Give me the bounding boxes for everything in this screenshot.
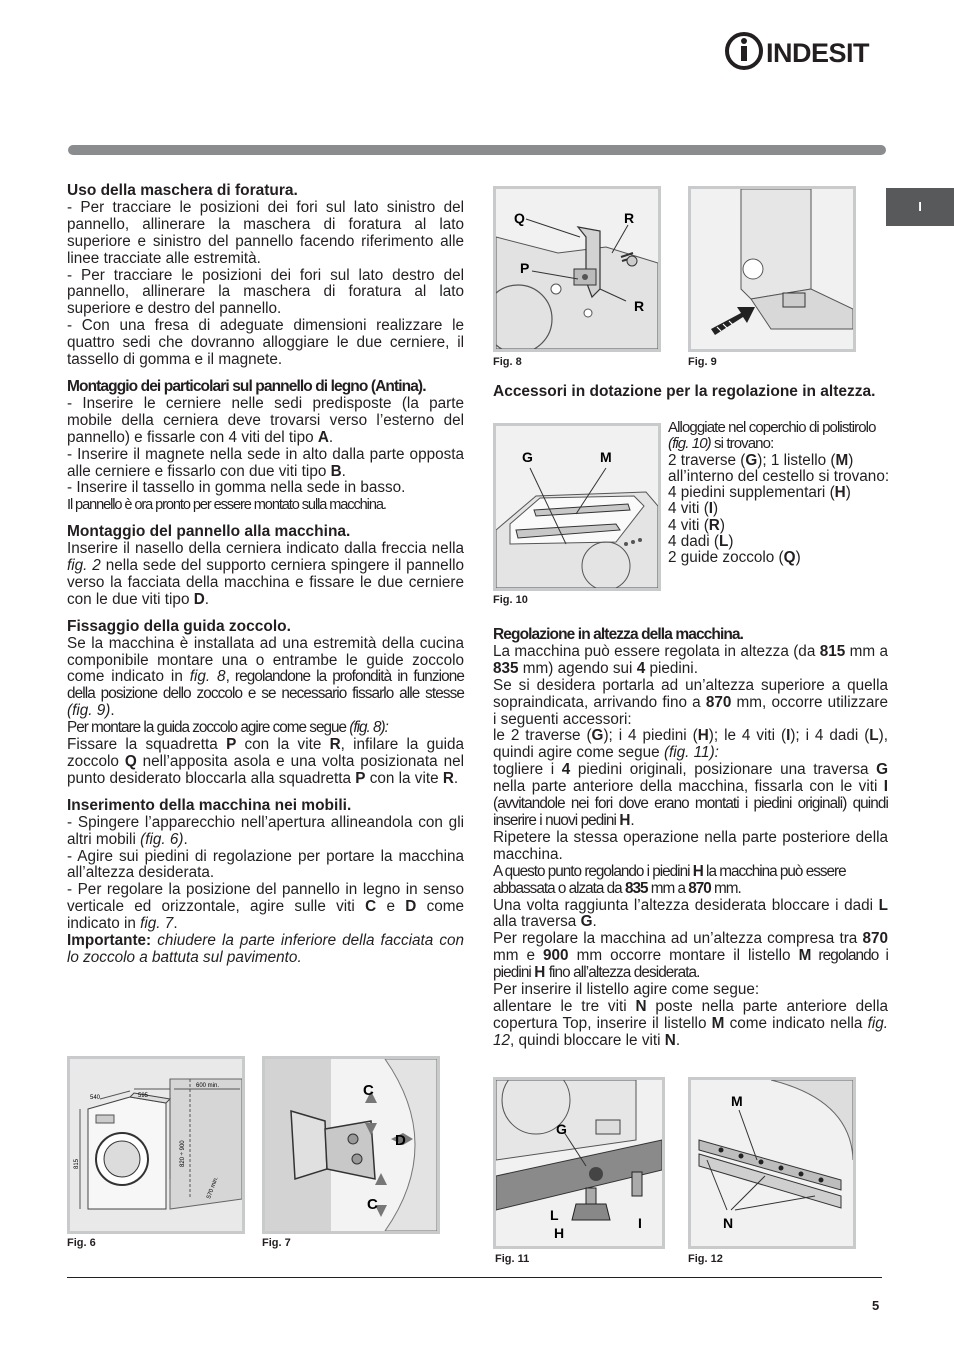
section-title-plinth-guide: Fissaggio della guida zoccolo.: [67, 617, 291, 635]
fig7-label-c-top: C: [363, 1082, 374, 1099]
paragraph: - Agire sui piedini di regolazione per portare la macchina all’altezza desiderata.: [67, 847, 464, 882]
important-note: Importante: chiudere la parte inferiore della facciata con lo zoccolo a battuta sul pavimento.: [67, 932, 464, 966]
section-title-accessories: Accessori in dotazione per la regolazione in altezza.: [493, 383, 876, 400]
figure-10: [493, 423, 661, 591]
page-number: 5: [872, 1298, 880, 1313]
fig7-label-d: D: [395, 1132, 406, 1149]
figure-8: [493, 186, 661, 352]
header-bar: [68, 145, 886, 155]
fig11-label-h: H: [554, 1225, 565, 1241]
paragraph: Una volta raggiunta l’altezza desiderata bloccare i dadi L alla traversa G.: [493, 896, 888, 931]
fig6-dim-570min: 570 min.: [206, 1176, 220, 1200]
paragraph: - Inserire le cerniere nelle sedi predisposte (la parte mobile della cerniera deve trovarsi verso l’esterno del pannello) e fissarle con 4 viti del tipo A.: [67, 394, 464, 446]
figure-7: [262, 1056, 440, 1234]
accessories-intro: Alloggiate nel coperchio di polistirolo (fig. 10) si trovano:: [668, 419, 876, 453]
paragraph: le 2 traverse (G); i 4 piedini (H); le 4 viti (I); i 4 dadi (L), quindi agire come segue (fig. 11):: [493, 727, 889, 762]
fig11-label-l: L: [550, 1207, 559, 1223]
paragraph: - Per tracciare le posizioni dei fori sul lato sinistro del pannello, allinerare la maschera di foratura al lato superiore e sinistro del pannello facendo riferimento alle linee tracciate alle estremità.: [67, 198, 464, 267]
fig6-dim-820-900: 820 ÷ 900: [180, 1140, 186, 1167]
paragraph: Ripetere la stessa operazione nella parte posteriore della macchina.: [493, 828, 888, 863]
fig7-caption: Fig. 7: [262, 1237, 291, 1249]
accessories-item: 4 piedini supplementari (H): [668, 484, 851, 502]
paragraph: Per regolare la macchina ad un’altezza compresa tra 870 mm e 900 mm occorre montare il listello M regolando i piedini H fino all’altezza desiderata.: [493, 930, 888, 982]
paragraph: - Spingere l’apparecchio nell’apertura allineandola con gli altri mobili (fig. 6).: [67, 813, 464, 848]
paragraph: La macchina può essere regolata in altezza (da 815 mm a 835 mm) agendo sui 4 piedini.: [493, 642, 888, 677]
figure-12: [688, 1077, 856, 1249]
accessories-item: 4 viti (I): [668, 500, 719, 518]
fig11-label-g: G: [556, 1121, 567, 1137]
height-regulation-section: [493, 627, 888, 1050]
left-column: [67, 183, 464, 967]
paragraph: - Con una fresa di adeguate dimensioni realizzare le quattro sedi che dovranno alloggiare le due cerniere, il tassello di gomma e il magnete.: [67, 317, 464, 369]
fig8-label-r-top: R: [624, 210, 635, 226]
accessories-list: [668, 420, 890, 567]
section-title-drilling-template: Uso della maschera di foratura.: [67, 182, 298, 199]
fig10-caption: Fig. 10: [493, 594, 528, 606]
paragraph: allentare le tre viti N poste nella parte anteriore della copertura Top, inserire il listello M come indicato nella fig. 12, quindi bloccare le viti N.: [493, 997, 888, 1049]
fig8-label-q: Q: [514, 210, 525, 226]
section-title-height-regulation: Regolazione in altezza della macchina.: [493, 626, 744, 643]
fig12-label-m: M: [731, 1093, 743, 1109]
paragraph: - Inserire il tassello in gomma nella sede in basso.: [67, 479, 406, 497]
fig7-label-c-bottom: C: [367, 1196, 378, 1213]
paragraph: Fissare la squadretta P con la vite R, infilare la guida zoccolo Q nell’apposita asola e una volta posizionata nel punto desiderato bloccarla alla squadretta P con la vite R.: [67, 736, 465, 787]
paragraph: - Inserire il magnete nella sede in alto dalla parte opposta alle cerniere e fissarlo con due viti tipo B.: [67, 445, 464, 480]
figure-11: [493, 1077, 665, 1249]
paragraph: - Per tracciare le posizioni dei fori sul lato destro del pannello, allinerare la maschera di foratura al lato superiore e destro del pannello.: [67, 266, 464, 318]
section-title-insertion: Inserimento della macchina nei mobili.: [67, 796, 352, 814]
fig6-dim-595: 595: [138, 1093, 149, 1099]
paragraph: A questo punto regolando i piedini H la macchina può essere abbassata o alzata da 835 mm a 870 mm.: [493, 862, 846, 897]
fig12-caption: Fig. 12: [688, 1253, 723, 1265]
fig11-caption: Fig. 11: [495, 1253, 530, 1265]
fig6-dim-600min: 600 min.: [196, 1083, 220, 1089]
fig12-label-n: N: [723, 1215, 734, 1231]
language-tab: I: [886, 188, 954, 226]
paragraph: togliere i 4 piedini originali, posizionare una traversa G nella parte anteriore della macchina, fissarla con le viti I (avvitandole nei fori dove erano montati i piedini originali) quindi inserire i nuovi pedini H.: [493, 761, 888, 829]
brand-name: INDESIT: [766, 38, 870, 68]
indesit-logo: [724, 30, 889, 72]
footer-rule: [67, 1277, 882, 1278]
accessories-item: 4 dadi (L): [668, 533, 734, 551]
accessories-item: 4 viti (R): [668, 516, 725, 534]
paragraph: Se si desidera portarla ad un’altezza superiore a quella sopraindicata, arrivando fino a 870 mm, occorre utilizzare i seguenti accessori:: [493, 676, 888, 728]
paragraph: - Per regolare la posizione del pannello in legno in senso verticale ed orizzontale, agire sulle viti C e D come indicato in fig. 7.: [67, 881, 465, 933]
figure-6: [67, 1056, 245, 1234]
accessories-item: 2 traverse (G); 1 listello (M) all’interno del cestello si trovano:: [668, 451, 890, 485]
fig10-label-m: M: [600, 449, 612, 465]
paragraph: Inserire il nasello della cerniera indicato dalla freccia nella fig. 2 nella sede del supporto cerniera spingere il pannello verso la facciata della macchina e fissare le due cerniere con le due viti tipo D.: [67, 540, 464, 608]
fig11-label-i: I: [638, 1215, 642, 1231]
figure-9: [688, 186, 856, 352]
fig6-caption: Fig. 6: [67, 1237, 96, 1249]
paragraph: Per inserire il listello agire come segue:: [493, 981, 760, 999]
fig6-dim-540: 540: [90, 1095, 101, 1101]
fig10-label-g: G: [522, 449, 533, 465]
section-title-panel-parts: Montaggio dei particolari sul pannello di legno (Antina).: [67, 377, 426, 395]
fig6-dim-815: 815: [74, 1158, 80, 1169]
paragraph: Se la macchina è installata ad una estremità della cucina componibile montare una o entrambe le guide zoccolo come indicato in fig. 8, regolandone la profondità in funzione della posizione dello zoccolo e se necessario fissarlo alle stesse (fig. 9).: [67, 634, 464, 720]
fig9-caption: Fig. 9: [688, 356, 717, 368]
fig8-label-p: P: [520, 260, 530, 276]
accessories-item: 2 guide zoccolo (Q): [668, 549, 801, 567]
fig8-caption: Fig. 8: [493, 356, 522, 368]
paragraph: Per montare la guida zoccolo agire come segue (fig. 8):: [67, 719, 388, 737]
fig8-label-r-bottom: R: [634, 298, 645, 314]
paragraph: Il pannello è ora pronto per essere montato sulla macchina.: [67, 497, 386, 514]
section-title-panel-mount: Montaggio del pannello alla macchina.: [67, 523, 351, 541]
